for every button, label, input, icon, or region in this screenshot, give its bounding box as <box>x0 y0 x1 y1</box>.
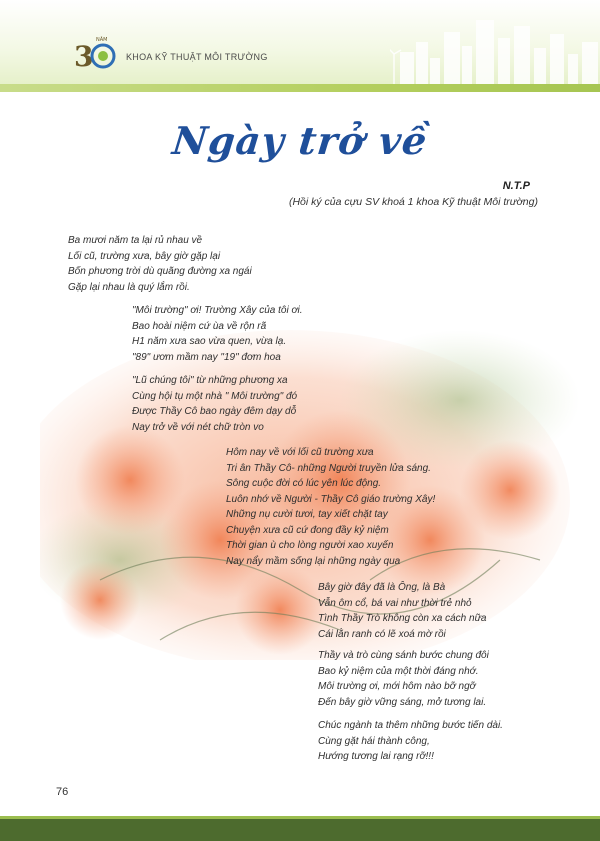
poem-line: "89" ươm mầm nay "19" đơm hoa <box>132 351 281 363</box>
poem-line: Cái lằn ranh có lẽ xoá mờ rồi <box>318 628 446 640</box>
poem-author: N.T.P <box>502 180 530 192</box>
poem-line: Bao kỷ niệm của một thời đáng nhớ. <box>318 665 479 677</box>
stanza-1 <box>68 233 252 295</box>
logo-label: NĂM <box>96 37 108 43</box>
poem-line: Bốn phương trời dù quãng đường xa ngái <box>68 266 252 277</box>
poem-line: "Lũ chúng tôi" từ những phương xa <box>132 375 288 386</box>
poem-line: Ba mươi năm ta lại rủ nhau về <box>68 235 203 246</box>
svg-text:3: 3 <box>74 40 94 73</box>
poem-line: Bao hoài niệm cứ ùa về rộn rã <box>132 320 267 332</box>
poem-line: Tri ân Thầy Cô- những Người truyền lửa sáng. <box>226 462 431 474</box>
poem-line: Những nụ cười tươi, tay xiết chặt tay <box>226 509 388 520</box>
stanza-2 <box>132 303 302 365</box>
poem-line: Đến bây giờ vững sáng, mở tương lai. <box>318 696 487 708</box>
header-rule <box>0 84 600 92</box>
poem-line: Bây giờ đây đã là Ông, là Bà <box>318 582 446 593</box>
poem-line: Luôn nhớ về Người - Thầy Cô giáo trường Xây! <box>226 493 436 505</box>
poem-line: "Môi trường" ơi! Trường Xây của tôi ơi. <box>132 305 303 316</box>
stanza-7 <box>318 718 503 765</box>
30-year-logo <box>72 34 118 74</box>
stanza-3 <box>132 373 297 435</box>
page-header <box>0 0 600 92</box>
stanza-6 <box>318 648 489 710</box>
city-skyline-illustration <box>390 14 600 86</box>
poem-line: Cùng gặt hái thành công, <box>318 735 430 747</box>
poem-line: Cùng hội tụ một nhà " Môi trường" đó <box>132 390 298 402</box>
poem-line: Hướng tương lai rạng rỡ!!! <box>318 751 434 762</box>
poem-subtitle: (Hồi ký của cựu SV khoá 1 khoa Kỹ thuật Môi trường) <box>288 196 538 208</box>
stanza-4 <box>226 445 435 569</box>
poem-line: Được Thầy Cô bao ngày đêm dạy dỗ <box>132 406 297 417</box>
poem-line: Sông cuộc đời có lúc yên lúc động. <box>226 478 382 489</box>
poem-line: Hôm nay về với lối cũ trường xưa <box>226 447 374 458</box>
department-name: KHOA KỸ THUẬT MÔI TRƯỜNG <box>126 52 268 62</box>
poem-line: Nay trở về với nét chữ tròn vo <box>132 421 264 433</box>
poem-line: Thầy và trò cùng sánh bước chung đôi <box>318 650 489 661</box>
poem-line: Chuyện xưa cũ cứ đong đầy kỷ niệm <box>226 524 389 536</box>
poem-line: H1 năm xưa sao vừa quen, vừa lạ. <box>132 336 287 347</box>
poem-title: Ngày trở về <box>170 118 430 163</box>
footer-bar <box>0 819 600 841</box>
page-number: 76 <box>56 786 69 798</box>
poem-line: Nay nẩy mầm sống lại những ngày qua <box>226 555 401 567</box>
poem-line: Vẫn ôm cổ, bá vai như thời trẻ nhỏ <box>318 597 472 609</box>
stanza-5 <box>318 580 486 642</box>
poem-line: Gặp lại nhau là quý lắm rồi. <box>68 281 190 293</box>
poem-line: Môi trường ơi, mới hôm nào bỡ ngỡ <box>318 681 476 692</box>
poem-line: Chúc ngành ta thêm những bước tiến dài. <box>318 720 503 731</box>
poem-line: Lối cũ, trường xưa, bây giờ gặp lại <box>68 250 221 262</box>
poem-line: Tình Thầy Trò không còn xa cách nữa <box>318 613 487 624</box>
poem-line: Thời gian ù cho lòng người xao xuyến <box>226 540 394 551</box>
